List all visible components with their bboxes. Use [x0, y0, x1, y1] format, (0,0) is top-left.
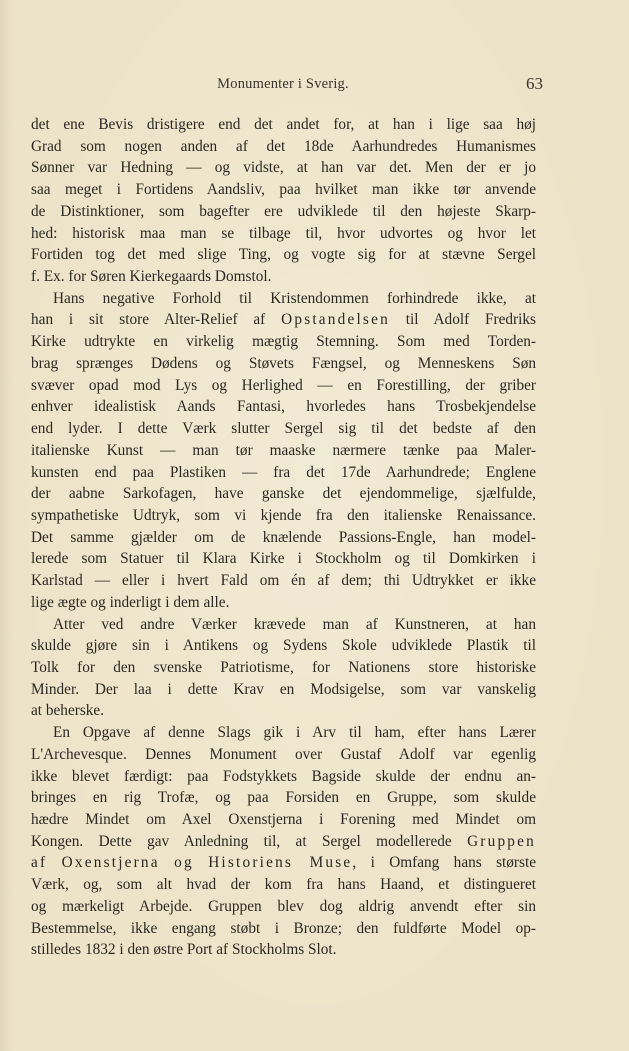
- emphasis-oxenstjerna: Oxenstjerna: [61, 854, 160, 872]
- text-line: f. Ex. for Søren Kierkegaards Domstol.: [31, 268, 272, 286]
- text-line: Kirke udtrykte en virkelig mægtig Stemning. Som med Torden-: [31, 333, 536, 351]
- text-line: Hans negative Forhold til Kristendommen forhindrede ikke, at: [53, 289, 536, 307]
- text-line: italienske Kunst — man tør maaske nærmere tænke paa Maler-: [31, 441, 536, 459]
- text-line-with-emphasis: [31, 852, 536, 874]
- emphasis-gruppen: Gruppen: [467, 832, 536, 850]
- text-line: stilledes 1832 i den østre Port af Stockholms Slot.: [31, 941, 337, 959]
- text-line: svæver opad mod Lys og Herlighed — en Forestilling, der griber: [31, 376, 536, 394]
- text-fragment: han i sit store Alter-Relief af: [31, 311, 266, 329]
- text-fragment: af: [31, 854, 48, 872]
- text-line: Værk, og, som alt hvad der kom fra hans Haand, et distingueret: [31, 876, 536, 894]
- text-line: og mærkeligt Arbejde. Gruppen blev dog aldrig anvendt efter sin: [31, 897, 536, 915]
- text-fragment: til Adolf Fredriks: [405, 311, 536, 329]
- text-line: Sønner var Hedning — og vidste, at han var det. Men der er jo: [31, 159, 536, 177]
- text-line: brag sprænges Dødens og Støvets Fængsel, og Menneskens Søn: [31, 354, 536, 372]
- text-line: Karlstad — eller i hvert Fald om én af dem; thi Udtrykket er ikke: [31, 572, 536, 590]
- page-number: 63: [526, 74, 543, 93]
- running-title: Monumenter i Sverig.: [217, 76, 349, 92]
- text-line: der aabne Sarkofagen, have ganske det ejendommelige, sjælfulde,: [31, 485, 536, 503]
- text-line: det ene Bevis dristigere end det andet for, at han i lige saa høj: [31, 116, 536, 133]
- text-line: lige ægte og inderligt i dem alle.: [31, 593, 230, 611]
- text-line: Fortiden tog det med slige Ting, og vogte sig for at stævne Sergel: [31, 246, 536, 264]
- text-line: Minder. Der laa i dette Krav en Modsigelse, som var vanskelig: [31, 680, 536, 698]
- text-fragment: og: [174, 854, 194, 872]
- text-line: Bestemmelse, ikke engang støbt i Bronze; den fuldførte Model op-: [31, 919, 536, 937]
- text-line: lerede som Statuer til Klara Kirke i Stockholm og til Domkirken i: [31, 550, 536, 568]
- text-line: sympathetiske Udtryk, som vi kjende fra den italienske Renaissance.: [31, 506, 536, 524]
- text-line: enhver idealistisk Aands Fantasi, hvorledes hans Trosbekjendelse: [31, 398, 536, 416]
- text-line-with-emphasis: [31, 831, 536, 853]
- text-line: bringes en rig Trofæ, og paa Forsiden en Gruppe, som skulde: [31, 789, 536, 807]
- text-line: end lyder. I dette Værk slutter Sergel sig til det bedste af den: [31, 420, 536, 438]
- text-line: En Opgave af denne Slags gik i Arv til ham, efter hans Lærer: [53, 724, 536, 742]
- text-line: de Distinktioner, som bagefter ere udviklede til den højeste Skarp-: [31, 202, 536, 220]
- text-line: at beherske.: [31, 702, 105, 720]
- text-line: hed: historisk maa man se tilbage til, hvor udvortes og hvor let: [31, 224, 536, 242]
- text-line: Grad som nogen anden af det 18de Aarhundredes Humanismes: [31, 137, 536, 155]
- emphasis-opstandelsen: Opstandelsen: [281, 311, 390, 329]
- text-line-with-emphasis: [31, 309, 536, 331]
- page-header: [28, 74, 543, 96]
- emphasis-historiens-muse: Historiens Muse: [208, 854, 353, 872]
- body-text: [31, 114, 536, 961]
- text-line: Det samme gjælder om de knælende Passions-Engle, han model-: [31, 528, 536, 546]
- text-line: skulde gjøre sin i Antikens og Sydens Skole udviklede Plastik til: [31, 637, 536, 655]
- text-line: ikke blevet færdigt: paa Fodstykkets Bagside skulde der endnu an-: [31, 767, 536, 785]
- text-line: hædre Mindet om Axel Oxenstjerna i Forening med Mindet om: [31, 811, 536, 828]
- text-fragment: , i Omfang hans største: [352, 854, 537, 872]
- text-line: L'Archevesque. Dennes Monument over Gustaf Adolf var egenlig: [31, 745, 536, 763]
- text-line: saa meget i Fortidens Aandsliv, paa hvilket man ikke tør anvende: [31, 181, 536, 199]
- text-fragment: Kongen. Dette gav Anledning til, at Sergel modellerede: [31, 832, 452, 850]
- text-line: Atter ved andre Værker krævede man af Kunstneren, at han: [53, 615, 536, 633]
- text-line: kunsten end paa Plastiken — fra det 17de Aarhundrede; Englene: [31, 463, 536, 481]
- text-line: Tolk for den svenske Patriotisme, for Nationens store historiske: [31, 658, 536, 676]
